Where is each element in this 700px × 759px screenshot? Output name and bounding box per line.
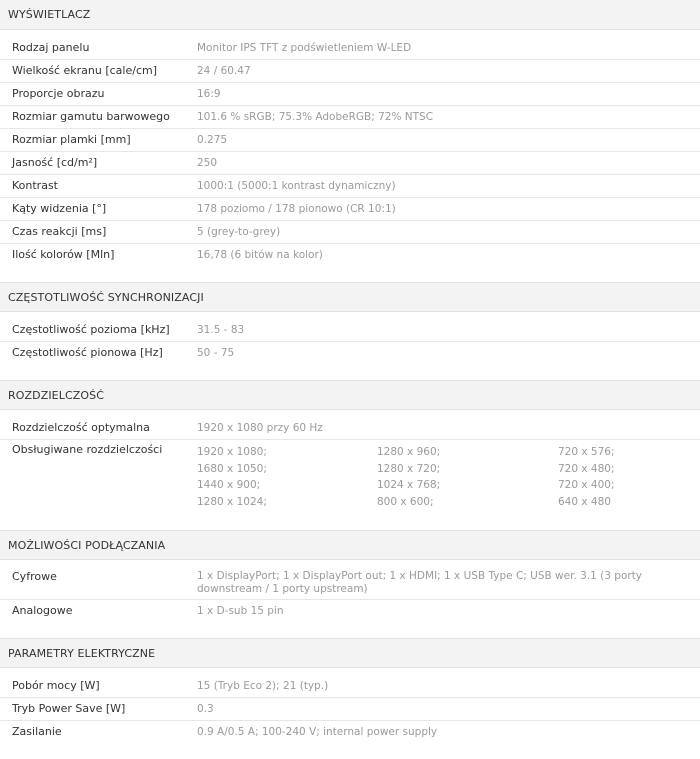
spec-label: Analogowe [12, 604, 73, 617]
spec-label: Wielkość ekranu [cale/cm] [12, 64, 158, 77]
spec-value: 15 (Tryb Eco 2); 21 (typ.) [197, 680, 329, 692]
spec-value: 178 poziomo / 178 pionowo (CR 10:1) [197, 203, 396, 215]
spec-row [0, 152, 700, 175]
spec-row [0, 698, 700, 721]
spec-row [0, 721, 700, 743]
resolution-column [558, 444, 700, 510]
spec-row [0, 175, 700, 198]
spec-row [0, 106, 700, 129]
spec-label: Częstotliwość pionowa [Hz] [12, 346, 163, 359]
spec-row-supported-resolutions [0, 440, 700, 514]
spec-value: Monitor IPS TFT z podświetleniem W-LED [197, 42, 412, 54]
spec-row [0, 342, 700, 364]
spec-label: Pobór mocy [W] [12, 679, 100, 692]
spec-row [0, 198, 700, 221]
resolution-item: 720 x 480; [558, 462, 615, 475]
spec-value: 50 - 75 [197, 347, 235, 359]
resolution-item: 720 x 400; [558, 479, 615, 491]
spec-label: Ilość kolorów [Mln] [12, 248, 115, 261]
spec-label: Kontrast [12, 179, 58, 192]
spec-value: 16,78 (6 bitów na kolor) [197, 249, 323, 261]
section-sync-frequency [0, 282, 700, 380]
resolution-column [197, 444, 377, 510]
resolution-item: 1920 x 1080; [197, 446, 267, 458]
spec-label: Rozmiar gamutu barwowego [12, 110, 170, 123]
spec-label: Proporcje obrazu [12, 87, 105, 100]
section-header-display: WYŚWIETLACZ [0, 0, 700, 30]
section-display [0, 0, 700, 282]
section-header-resolution: ROZDZIELCZOŚĆ [0, 380, 700, 410]
spec-row [0, 675, 700, 698]
resolution-item: 1440 x 900; [197, 479, 261, 491]
spec-row [0, 417, 700, 440]
spec-row [0, 319, 700, 342]
spec-value: 24 / 60.47 [197, 65, 251, 77]
spec-label: Jasność [cd/m²] [12, 156, 98, 169]
spec-value: 16:9 [197, 88, 221, 100]
spec-value: 1 x DisplayPort; 1 x DisplayPort out; 1 x HDMI; 1 x USB Type C; USB wer. 3.1 (3 porty downstream / 1 porty upstream) [197, 570, 643, 595]
section-header-sync-frequency: CZĘSTOTLIWOŚĆ SYNCHRONIZACJI [0, 282, 700, 312]
spec-label: Obsługiwane rozdzielczości [12, 443, 163, 456]
resolution-item: 720 x 576; [558, 446, 615, 458]
spec-row [0, 600, 700, 622]
section-body-resolution [0, 410, 700, 530]
spec-value: 0.275 [197, 134, 228, 146]
spec-value: 101.6 % sRGB; 75.3% AdobeRGB; 72% NTSC [197, 111, 434, 123]
spec-label: Tryb Power Save [W] [12, 702, 126, 715]
spec-value: 250 [197, 157, 218, 169]
spec-row [0, 567, 700, 600]
section-connectivity [0, 530, 700, 638]
resolution-item: 1024 x 768; [377, 479, 441, 491]
spec-value: 0.3 [197, 703, 214, 715]
spec-row [0, 129, 700, 152]
spec-value: 1 x D-sub 15 pin [197, 605, 284, 617]
spec-row [0, 244, 700, 266]
section-body-display [0, 30, 700, 282]
spec-value: 31.5 - 83 [197, 324, 245, 336]
spec-row [0, 60, 700, 83]
spec-row [0, 37, 700, 60]
spec-value: 0.9 A/0.5 A; 100-240 V; internal power supply [197, 726, 438, 738]
spec-label: Kąty widzenia [°] [12, 202, 107, 215]
section-header-electrical: PARAMETRY ELEKTRYCZNE [0, 638, 700, 668]
spec-label: Cyfrowe [12, 570, 57, 583]
resolution-item: 800 x 600; [377, 495, 434, 508]
resolution-item: 1680 x 1050; [197, 462, 267, 475]
resolution-column [377, 444, 558, 510]
resolution-item: 1280 x 960; [377, 446, 441, 458]
resolution-list [197, 440, 700, 514]
spec-value: 1000:1 (5000:1 kontrast dynamiczny) [197, 180, 396, 192]
spec-label: Częstotliwość pozioma [kHz] [12, 323, 170, 336]
spec-label: Rodzaj panelu [12, 41, 90, 54]
spec-label: Rozdzielczość optymalna [12, 421, 150, 434]
spec-row [0, 221, 700, 244]
section-body-connectivity [0, 560, 700, 638]
resolution-item: 640 x 480 [558, 495, 611, 508]
section-body-sync-frequency [0, 312, 700, 380]
spec-row [0, 83, 700, 106]
section-resolution [0, 380, 700, 530]
section-body-electrical [0, 668, 700, 759]
spec-label: Rozmiar plamki [mm] [12, 133, 131, 146]
resolution-item: 1280 x 720; [377, 462, 441, 475]
spec-value: 1920 x 1080 przy 60 Hz [197, 422, 323, 434]
section-header-connectivity: MOŻLIWOŚCI PODŁĄCZANIA [0, 530, 700, 560]
section-electrical [0, 638, 700, 759]
resolution-item: 1280 x 1024; [197, 495, 267, 508]
spec-value: 5 (grey-to-grey) [197, 226, 281, 238]
spec-label: Zasilanie [12, 725, 62, 738]
spec-label: Czas reakcji [ms] [12, 225, 107, 238]
